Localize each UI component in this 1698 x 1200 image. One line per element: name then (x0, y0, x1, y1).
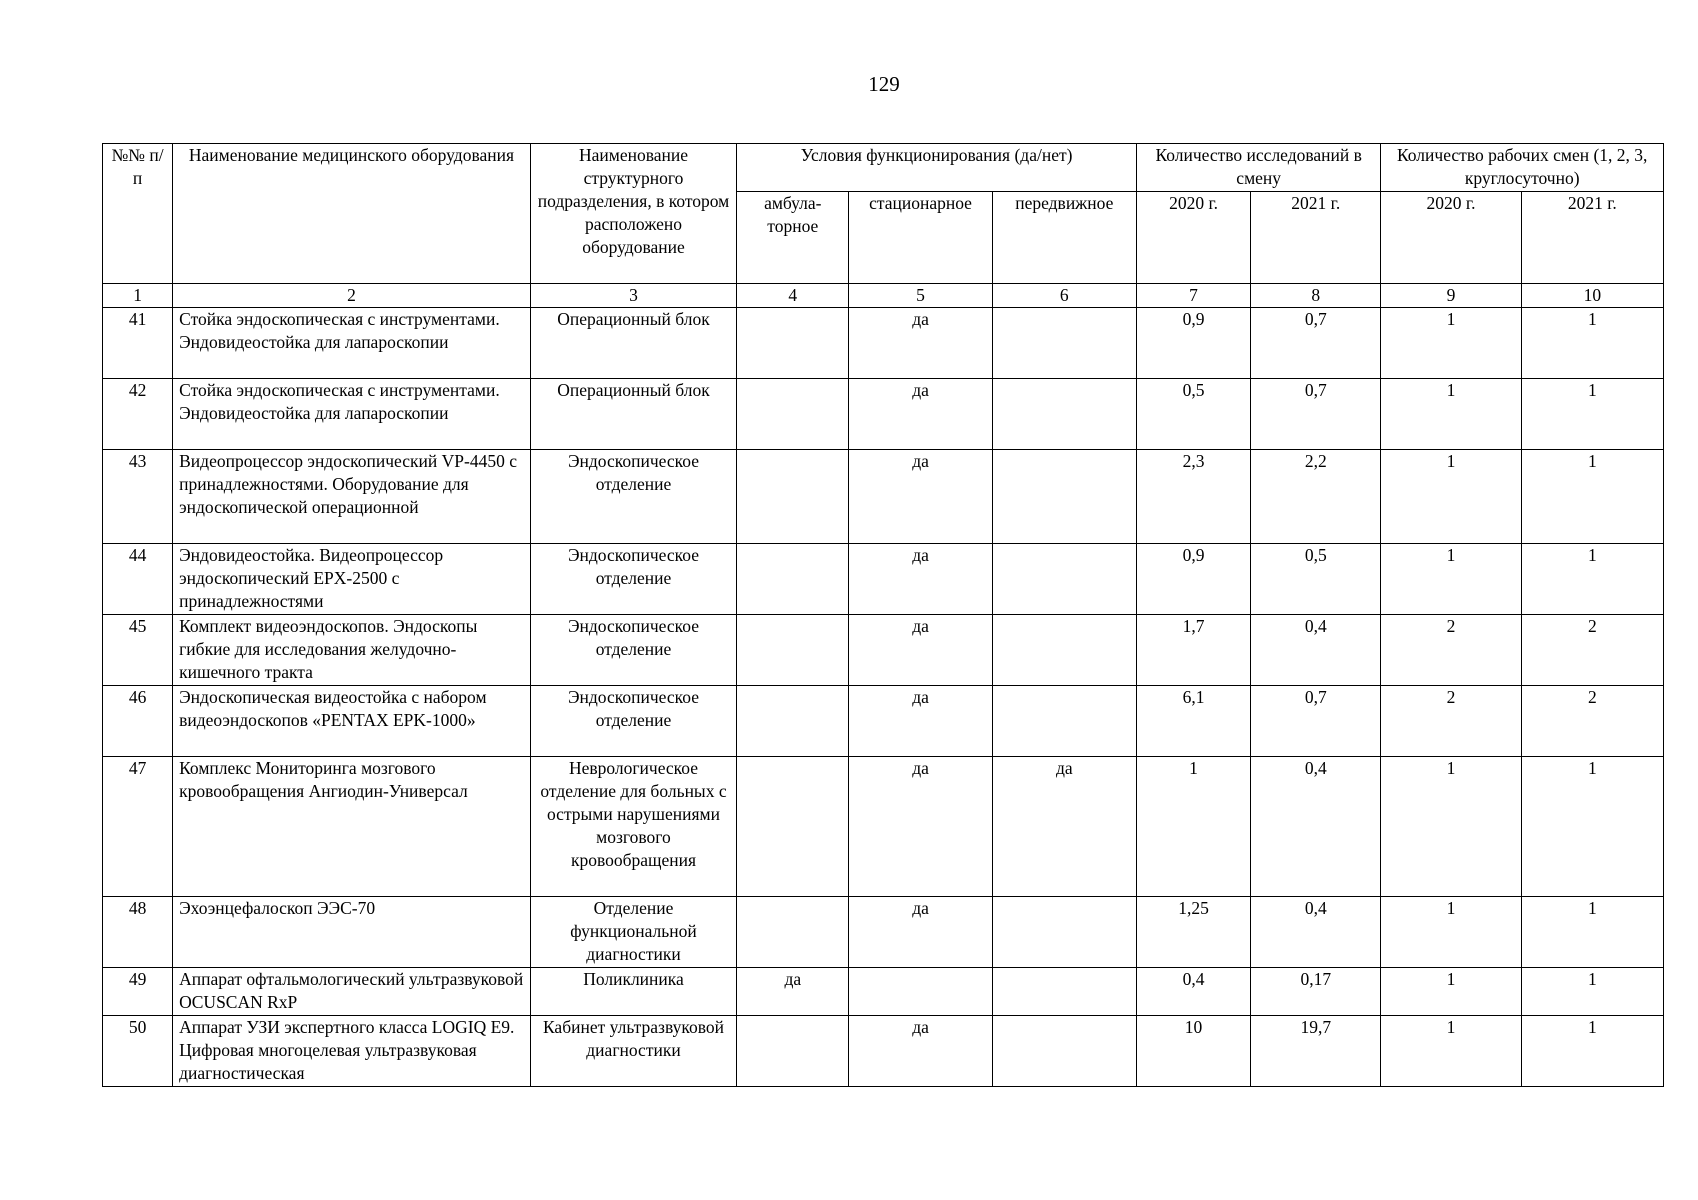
department: Операционный блок (530, 308, 736, 379)
shifts-2020: 1 (1381, 379, 1521, 450)
department: Эндоскопическое отделение (530, 686, 736, 757)
row-number: 44 (103, 544, 173, 615)
row-number: 45 (103, 615, 173, 686)
mobile-flag (992, 544, 1136, 615)
equipment-name: Эндоскопическая видеостойка с набором видеоэндоскопов «PENTAX EPK-1000» (173, 686, 531, 757)
inpatient-flag: да (849, 308, 992, 379)
studies-2020: 1 (1136, 757, 1250, 897)
column-number: 3 (530, 284, 736, 308)
ambulatory-flag (737, 379, 849, 450)
table-row (103, 686, 1664, 757)
mobile-flag (992, 686, 1136, 757)
studies-2021: 0,4 (1251, 615, 1381, 686)
department: Эндоскопическое отделение (530, 450, 736, 544)
inpatient-flag: да (849, 450, 992, 544)
ambulatory-flag (737, 308, 849, 379)
mobile-flag (992, 379, 1136, 450)
mobile-flag (992, 615, 1136, 686)
studies-2020: 0,5 (1136, 379, 1250, 450)
row-number: 47 (103, 757, 173, 897)
inpatient-flag: да (849, 615, 992, 686)
ambulatory-flag (737, 686, 849, 757)
column-number: 4 (737, 284, 849, 308)
department: Поликлиника (530, 968, 736, 1016)
shifts-2021: 1 (1521, 757, 1663, 897)
studies-2020: 10 (1136, 1016, 1250, 1087)
department: Неврологическое отделение для больных с острыми нарушениями мозгового кровообращения (530, 757, 736, 897)
studies-2021: 0,4 (1251, 897, 1381, 968)
column-number: 6 (992, 284, 1136, 308)
header-studies-2021: 2021 г. (1251, 192, 1381, 284)
table-row (103, 379, 1664, 450)
equipment-name: Аппарат УЗИ экспертного класса LOGIQ E9. Цифровая многоцелевая ультразвуковая диагностическая (173, 1016, 531, 1087)
table-row (103, 450, 1664, 544)
column-number: 8 (1251, 284, 1381, 308)
row-number: 42 (103, 379, 173, 450)
header-ambulatory: амбула-торное (737, 192, 849, 284)
ambulatory-flag (737, 615, 849, 686)
studies-2020: 2,3 (1136, 450, 1250, 544)
shifts-2020: 1 (1381, 1016, 1521, 1087)
ambulatory-flag: да (737, 968, 849, 1016)
mobile-flag: да (992, 757, 1136, 897)
shifts-2020: 1 (1381, 897, 1521, 968)
equipment-name: Комплект видеоэндоскопов. Эндоскопы гибкие для исследования желудочно-кишечного тракта (173, 615, 531, 686)
department: Эндоскопическое отделение (530, 544, 736, 615)
inpatient-flag: да (849, 544, 992, 615)
inpatient-flag: да (849, 757, 992, 897)
header-shifts-2020: 2020 г. (1381, 192, 1521, 284)
mobile-flag (992, 1016, 1136, 1087)
studies-2020: 1,7 (1136, 615, 1250, 686)
shifts-2020: 1 (1381, 968, 1521, 1016)
shifts-2020: 2 (1381, 686, 1521, 757)
shifts-2021: 1 (1521, 379, 1663, 450)
shifts-2021: 1 (1521, 1016, 1663, 1087)
ambulatory-flag (737, 897, 849, 968)
department: Эндоскопическое отделение (530, 615, 736, 686)
studies-2021: 0,7 (1251, 308, 1381, 379)
inpatient-flag (849, 968, 992, 1016)
equipment-name: Комплекс Мониторинга мозгового кровообращения Ангиодин-Универсал (173, 757, 531, 897)
studies-2020: 0,4 (1136, 968, 1250, 1016)
studies-2021: 2,2 (1251, 450, 1381, 544)
equipment-name: Стойка эндоскопическая с инструментами. Эндовидеостойка для лапароскопии (173, 379, 531, 450)
studies-2021: 0,17 (1251, 968, 1381, 1016)
column-number-row (103, 284, 1664, 308)
studies-2020: 1,25 (1136, 897, 1250, 968)
column-number: 5 (849, 284, 992, 308)
header-equipment-name: Наименование медицинского оборудования (173, 144, 531, 284)
header-studies-2020: 2020 г. (1136, 192, 1250, 284)
column-number: 10 (1521, 284, 1663, 308)
inpatient-flag: да (849, 379, 992, 450)
table-row (103, 544, 1664, 615)
header-studies: Количество исследований в смену (1136, 144, 1380, 192)
shifts-2020: 1 (1381, 308, 1521, 379)
table-row (103, 757, 1664, 897)
table-row (103, 615, 1664, 686)
equipment-name: Эндовидеостойка. Видеопроцессор эндоскопический EPX-2500 с принадлежностями (173, 544, 531, 615)
department: Отделение функциональной диагностики (530, 897, 736, 968)
shifts-2020: 2 (1381, 615, 1521, 686)
equipment-name: Стойка эндоскопическая с инструментами. Эндовидеостойка для лапароскопии (173, 308, 531, 379)
header-unit: Наименование структурного подразделения, в котором расположено оборудование (530, 144, 736, 284)
row-number: 46 (103, 686, 173, 757)
ambulatory-flag (737, 450, 849, 544)
row-number: 50 (103, 1016, 173, 1087)
mobile-flag (992, 450, 1136, 544)
equipment-table (102, 143, 1664, 1087)
row-number: 41 (103, 308, 173, 379)
studies-2021: 0,7 (1251, 686, 1381, 757)
mobile-flag (992, 968, 1136, 1016)
table-row (103, 308, 1664, 379)
studies-2021: 0,7 (1251, 379, 1381, 450)
ambulatory-flag (737, 544, 849, 615)
row-number: 43 (103, 450, 173, 544)
equipment-name: Эхоэнцефалоскоп ЭЭС-70 (173, 897, 531, 968)
header-num: №№ п/п (103, 144, 173, 284)
inpatient-flag: да (849, 1016, 992, 1087)
shifts-2020: 1 (1381, 544, 1521, 615)
column-number: 9 (1381, 284, 1521, 308)
shifts-2021: 2 (1521, 686, 1663, 757)
department: Операционный блок (530, 379, 736, 450)
header-shifts-2021: 2021 г. (1521, 192, 1663, 284)
page-number: 129 (868, 72, 900, 96)
studies-2021: 19,7 (1251, 1016, 1381, 1087)
shifts-2021: 2 (1521, 615, 1663, 686)
studies-2020: 0,9 (1136, 308, 1250, 379)
column-number: 7 (1136, 284, 1250, 308)
ambulatory-flag (737, 1016, 849, 1087)
equipment-name: Видеопроцессор эндоскопический VP-4450 с принадлежностями. Оборудование для эндоскопической операционной (173, 450, 531, 544)
equipment-name: Аппарат офтальмологический ультразвуковой OCUSCAN RxP (173, 968, 531, 1016)
mobile-flag (992, 308, 1136, 379)
shifts-2021: 1 (1521, 968, 1663, 1016)
table-row (103, 897, 1664, 968)
studies-2021: 0,4 (1251, 757, 1381, 897)
studies-2020: 6,1 (1136, 686, 1250, 757)
row-number: 49 (103, 968, 173, 1016)
studies-2020: 0,9 (1136, 544, 1250, 615)
inpatient-flag: да (849, 686, 992, 757)
shifts-2021: 1 (1521, 450, 1663, 544)
header-mobile: передвижное (992, 192, 1136, 284)
shifts-2021: 1 (1521, 897, 1663, 968)
table-row (103, 1016, 1664, 1087)
shifts-2020: 1 (1381, 450, 1521, 544)
studies-2021: 0,5 (1251, 544, 1381, 615)
shifts-2021: 1 (1521, 544, 1663, 615)
header-inpatient: стационарное (849, 192, 992, 284)
header-conditions: Условия функционирования (да/нет) (737, 144, 1137, 192)
header-shifts: Количество рабочих смен (1, 2, 3, круглосуточно) (1381, 144, 1664, 192)
ambulatory-flag (737, 757, 849, 897)
column-number: 2 (173, 284, 531, 308)
table-row (103, 968, 1664, 1016)
inpatient-flag: да (849, 897, 992, 968)
shifts-2020: 1 (1381, 757, 1521, 897)
department: Кабинет ультразвуковой диагностики (530, 1016, 736, 1087)
column-number: 1 (103, 284, 173, 308)
row-number: 48 (103, 897, 173, 968)
mobile-flag (992, 897, 1136, 968)
shifts-2021: 1 (1521, 308, 1663, 379)
